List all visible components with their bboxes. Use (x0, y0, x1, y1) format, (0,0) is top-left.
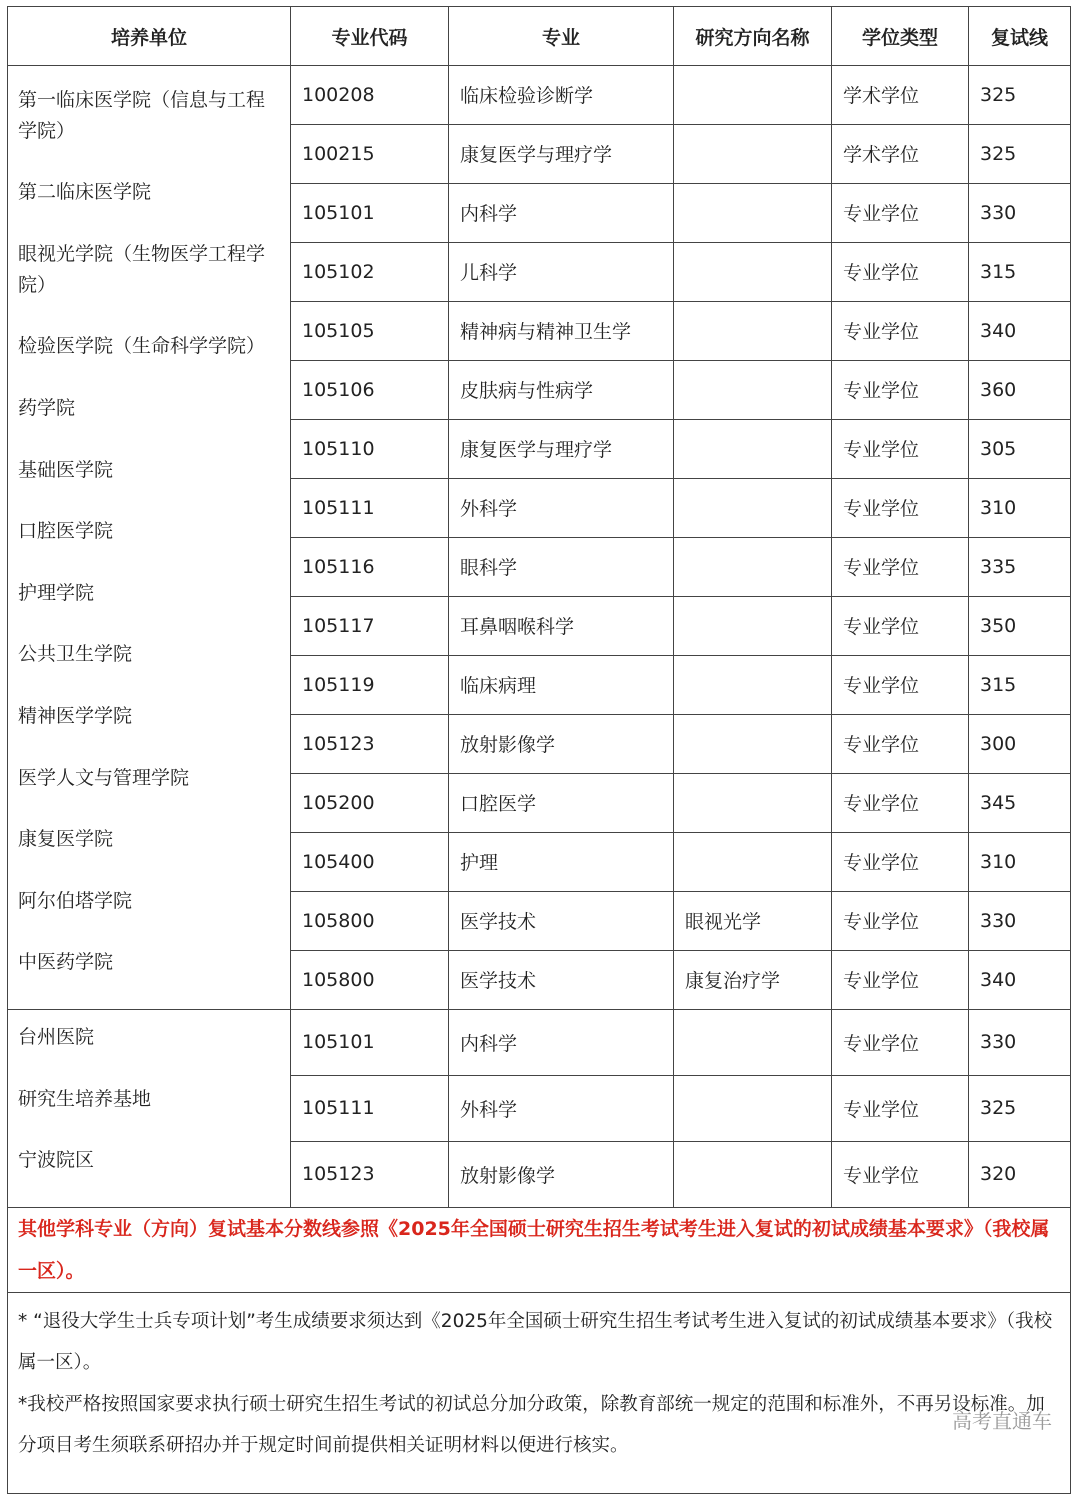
cell-code: 105119 (291, 655, 449, 714)
unit-name: 精神医学学院 (18, 704, 133, 727)
cell-score: 345 (969, 773, 1071, 832)
cell-degree: 专业学位 (832, 537, 969, 596)
unit-name: 基础医学院 (18, 458, 114, 481)
cell-degree: 专业学位 (832, 714, 969, 773)
cell-code: 100215 (291, 124, 449, 183)
unit-name: 公共卫生学院 (18, 643, 133, 666)
cell-major: 外科学 (449, 1075, 674, 1141)
cell-score: 325 (969, 66, 1071, 125)
unit-name: 宁波院区 (18, 1149, 95, 1172)
cell-code: 105117 (291, 596, 449, 655)
cell-score: 325 (969, 124, 1071, 183)
cell-degree: 专业学位 (832, 1009, 969, 1075)
cell-direction (674, 655, 832, 714)
column-header: 专业 (449, 7, 674, 66)
unit-name: 医学人文与管理学院 (18, 766, 190, 789)
cell-direction (674, 832, 832, 891)
footnote: * “退役大学生士兵专项计划”考生成绩要求须达到《2025年全国硕士研究生招生考试考生进入复试的初试成绩基本要求》（我校属一区）。 (18, 1310, 1053, 1374)
unit-name: 药学院 (18, 396, 76, 419)
cell-degree: 专业学位 (832, 360, 969, 419)
cell-code: 105111 (291, 478, 449, 537)
cell-major: 康复医学与理疗学 (449, 124, 674, 183)
score-table (7, 6, 1071, 1494)
cell-direction (674, 478, 832, 537)
cell-score: 330 (969, 183, 1071, 242)
cell-major: 耳鼻咽喉科学 (449, 596, 674, 655)
cell-code: 105111 (291, 1075, 449, 1141)
unit-name: 口腔医学院 (18, 520, 114, 543)
cell-degree: 专业学位 (832, 1141, 969, 1207)
cell-score: 330 (969, 1009, 1071, 1075)
cell-direction (674, 1141, 832, 1207)
cell-direction (674, 773, 832, 832)
cell-code: 105800 (291, 891, 449, 950)
cell-degree: 专业学位 (832, 891, 969, 950)
cell-major: 内科学 (449, 1009, 674, 1075)
cell-direction (674, 183, 832, 242)
cell-code: 105123 (291, 1141, 449, 1207)
cell-code: 105105 (291, 301, 449, 360)
unit-name: 康复医学院 (18, 828, 114, 851)
cell-major: 临床病理 (449, 655, 674, 714)
cell-code: 105400 (291, 832, 449, 891)
cell-score: 310 (969, 832, 1071, 891)
unit-cell-group2 (8, 1009, 291, 1207)
unit-name: 护理学院 (18, 581, 95, 604)
cell-direction (674, 242, 832, 301)
cell-degree: 专业学位 (832, 950, 969, 1009)
unit-cell-group1 (8, 66, 291, 1010)
cell-major: 儿科学 (449, 242, 674, 301)
cell-score: 325 (969, 1075, 1071, 1141)
column-header: 复试线 (969, 7, 1071, 66)
note-text: 其他学科专业（方向）复试基本分数线参照《2025年全国硕士研究生招生考试考生进入复试的初试成绩基本要求》（我校属一区）。 (8, 1207, 1071, 1292)
cell-major: 精神病与精神卫生学 (449, 301, 674, 360)
unit-name: 研究生培养基地 (18, 1087, 152, 1110)
cell-major: 皮肤病与性病学 (449, 360, 674, 419)
cell-code: 105110 (291, 419, 449, 478)
footnote: *我校严格按照国家要求执行硕士研究生招生考试的初试总分加分政策，除教育部统一规定的范围和标准外，不再另设标准。加分项目考生须联系研招办并于规定时间前提供相关证明材料以便进行核实。 (18, 1393, 1045, 1457)
cell-major: 放射影像学 (449, 1141, 674, 1207)
cell-direction: 康复治疗学 (674, 950, 832, 1009)
cell-major: 临床检验诊断学 (449, 66, 674, 125)
cell-major: 眼科学 (449, 537, 674, 596)
cell-direction: 眼视光学 (674, 891, 832, 950)
cell-degree: 专业学位 (832, 655, 969, 714)
cell-direction (674, 596, 832, 655)
cell-major: 外科学 (449, 478, 674, 537)
cell-code: 105123 (291, 714, 449, 773)
column-header: 研究方向名称 (674, 7, 832, 66)
unit-name: 中医药学院 (18, 951, 114, 974)
unit-name: 台州医院 (18, 1025, 95, 1048)
cell-degree: 专业学位 (832, 301, 969, 360)
cell-degree: 专业学位 (832, 183, 969, 242)
cell-major: 医学技术 (449, 950, 674, 1009)
cell-direction (674, 301, 832, 360)
unit-name: 阿尔伯塔学院 (18, 889, 133, 912)
cell-score: 350 (969, 596, 1071, 655)
header-row (8, 7, 1071, 66)
cell-code: 105116 (291, 537, 449, 596)
cell-code: 105106 (291, 360, 449, 419)
cell-score: 300 (969, 714, 1071, 773)
cell-degree: 专业学位 (832, 596, 969, 655)
column-header: 培养单位 (8, 7, 291, 66)
cell-direction (674, 1075, 832, 1141)
cell-degree: 专业学位 (832, 773, 969, 832)
cell-degree: 专业学位 (832, 478, 969, 537)
table-row (8, 1009, 1071, 1075)
cell-code: 105200 (291, 773, 449, 832)
unit-name: 眼视光学院（生物医学工程学院） (18, 242, 266, 296)
unit-name: 第二临床医学院 (18, 181, 152, 204)
cell-degree: 学术学位 (832, 66, 969, 125)
cell-degree: 学术学位 (832, 124, 969, 183)
cell-major: 护理 (449, 832, 674, 891)
cell-score: 310 (969, 478, 1071, 537)
table-row (8, 66, 1071, 125)
cell-score: 315 (969, 242, 1071, 301)
column-header: 学位类型 (832, 7, 969, 66)
cell-degree: 专业学位 (832, 1075, 969, 1141)
watermark: 高考直通车 (952, 1409, 1052, 1433)
cell-score: 315 (969, 655, 1071, 714)
unit-name: 检验医学院（生命科学学院） (18, 335, 266, 358)
cell-degree: 专业学位 (832, 419, 969, 478)
cell-major: 康复医学与理疗学 (449, 419, 674, 478)
footnotes (8, 1292, 1071, 1493)
cell-score: 330 (969, 891, 1071, 950)
cell-major: 放射影像学 (449, 714, 674, 773)
cell-score: 305 (969, 419, 1071, 478)
cell-major: 内科学 (449, 183, 674, 242)
cell-code: 105101 (291, 183, 449, 242)
note-row (8, 1207, 1071, 1292)
cell-code: 105800 (291, 950, 449, 1009)
cell-score: 340 (969, 950, 1071, 1009)
cell-direction (674, 537, 832, 596)
cell-direction (674, 124, 832, 183)
column-header: 专业代码 (291, 7, 449, 66)
cell-major: 口腔医学 (449, 773, 674, 832)
unit-name: 第一临床医学院（信息与工程学院） (18, 89, 266, 142)
cell-score: 340 (969, 301, 1071, 360)
cell-direction (674, 714, 832, 773)
cell-score: 335 (969, 537, 1071, 596)
footnote-row (8, 1292, 1071, 1493)
cell-score: 320 (969, 1141, 1071, 1207)
cell-degree: 专业学位 (832, 832, 969, 891)
cell-degree: 专业学位 (832, 242, 969, 301)
cell-direction (674, 419, 832, 478)
cell-direction (674, 360, 832, 419)
cell-major: 医学技术 (449, 891, 674, 950)
cell-direction (674, 1009, 832, 1075)
cell-code: 105102 (291, 242, 449, 301)
cell-score: 360 (969, 360, 1071, 419)
cell-direction (674, 66, 832, 125)
cell-code: 105101 (291, 1009, 449, 1075)
cell-code: 100208 (291, 66, 449, 125)
